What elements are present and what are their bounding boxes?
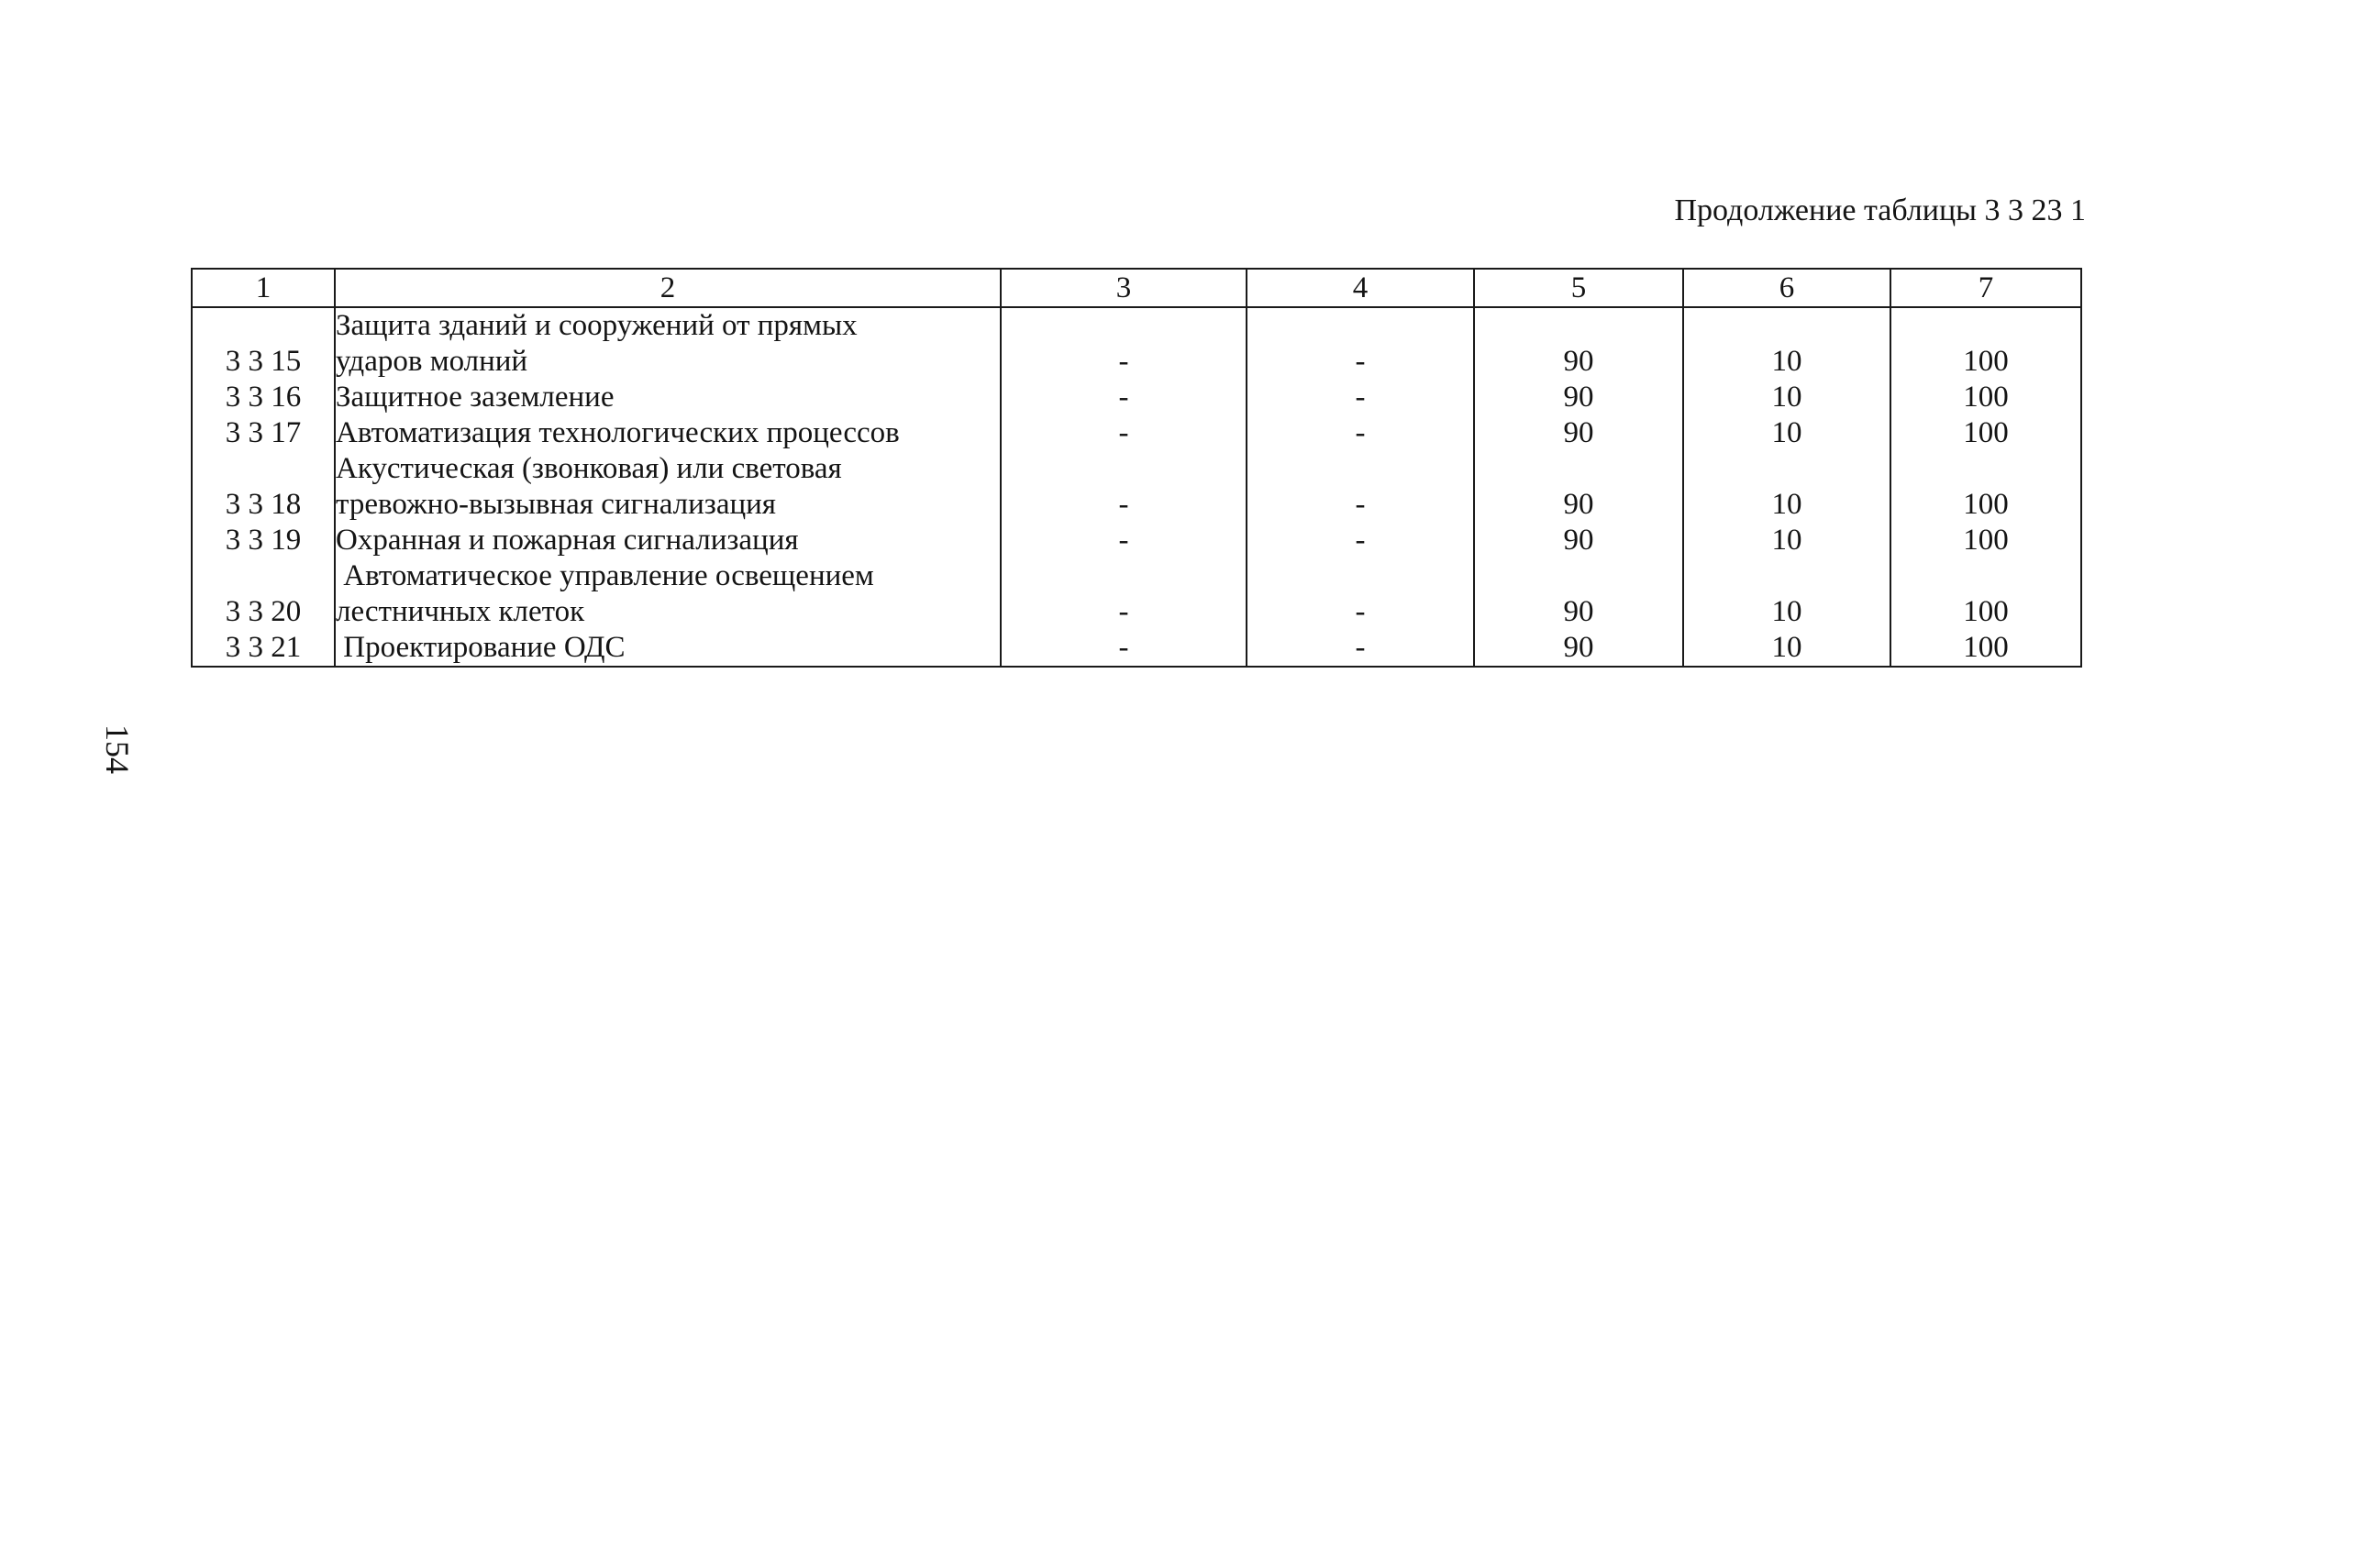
col7-value: 100 [1890,630,2081,667]
row-name-line: Защита зданий и сооружений от прямых [336,309,858,342]
col5-value: 90 [1474,380,1683,415]
col5-value: 90 [1474,307,1683,380]
row-code: 3 3 19 [192,523,335,558]
col4-value: - [1247,523,1474,558]
table-continuation-caption: Продолжение таблицы 3 3 23 1 [1674,193,2086,227]
table-body [192,307,2081,667]
col6-value: 10 [1683,415,1890,451]
row-name-line: Автоматическое управление освещением [336,559,874,592]
col5-value: 90 [1474,630,1683,667]
table-row [192,451,2081,523]
row-code: 3 3 15 [192,307,335,380]
col6-value: 10 [1683,523,1890,558]
col3-value: - [1001,451,1247,523]
col5-value: 90 [1474,523,1683,558]
col5-value: 90 [1474,451,1683,523]
col5-value: 90 [1474,415,1683,451]
row-name [335,451,1001,523]
row-name-line: Акустическая (звонковая) или световая [336,452,842,485]
row-code: 3 3 21 [192,630,335,667]
row-name [335,307,1001,380]
row-name-line: ударов молний [336,345,528,378]
table-row [192,380,2081,415]
col3-value: - [1001,558,1247,630]
header-cell: 4 [1247,269,1474,307]
col3-value: - [1001,380,1247,415]
row-name-line: Проектирование ОДС [336,631,626,664]
row-name-line: лестничных клеток [336,595,585,628]
row-name-line: тревожно-вызывная сигнализация [336,488,776,521]
header-cell: 6 [1683,269,1890,307]
row-name [335,380,1001,415]
col7-value: 100 [1890,380,2081,415]
row-name [335,415,1001,451]
row-name [335,558,1001,630]
table-row [192,558,2081,630]
header-cell: 7 [1890,269,2081,307]
table-row [192,415,2081,451]
col7-value: 100 [1890,415,2081,451]
row-name-line: Автоматизация технологических процессов [336,416,900,449]
header-row [192,269,2081,307]
row-name-line: Защитное заземление [336,381,615,414]
col6-value: 10 [1683,630,1890,667]
col7-value: 100 [1890,307,2081,380]
col6-value: 10 [1683,558,1890,630]
row-code: 3 3 16 [192,380,335,415]
table-row [192,630,2081,667]
col7-value: 100 [1890,523,2081,558]
row-name [335,523,1001,558]
header-cell: 1 [192,269,335,307]
table-container [191,268,2080,668]
col3-value: - [1001,523,1247,558]
col5-value: 90 [1474,558,1683,630]
col4-value: - [1247,307,1474,380]
col4-value: - [1247,630,1474,667]
col3-value: - [1001,630,1247,667]
col6-value: 10 [1683,380,1890,415]
row-code: 3 3 20 [192,558,335,630]
row-code: 3 3 18 [192,451,335,523]
table-row [192,523,2081,558]
col4-value: - [1247,558,1474,630]
col6-value: 10 [1683,307,1890,380]
col3-value: - [1001,307,1247,380]
row-name-line: Охранная и пожарная сигнализация [336,524,799,557]
col3-value: - [1001,415,1247,451]
col4-value: - [1247,451,1474,523]
row-name [335,630,1001,667]
table-row [192,307,2081,380]
col4-value: - [1247,415,1474,451]
page-number: 154 [99,724,136,774]
header-cell: 2 [335,269,1001,307]
header-cell: 3 [1001,269,1247,307]
header-cell: 5 [1474,269,1683,307]
col7-value: 100 [1890,558,2081,630]
col4-value: - [1247,380,1474,415]
row-code: 3 3 17 [192,415,335,451]
col7-value: 100 [1890,451,2081,523]
col6-value: 10 [1683,451,1890,523]
data-table [191,268,2082,668]
